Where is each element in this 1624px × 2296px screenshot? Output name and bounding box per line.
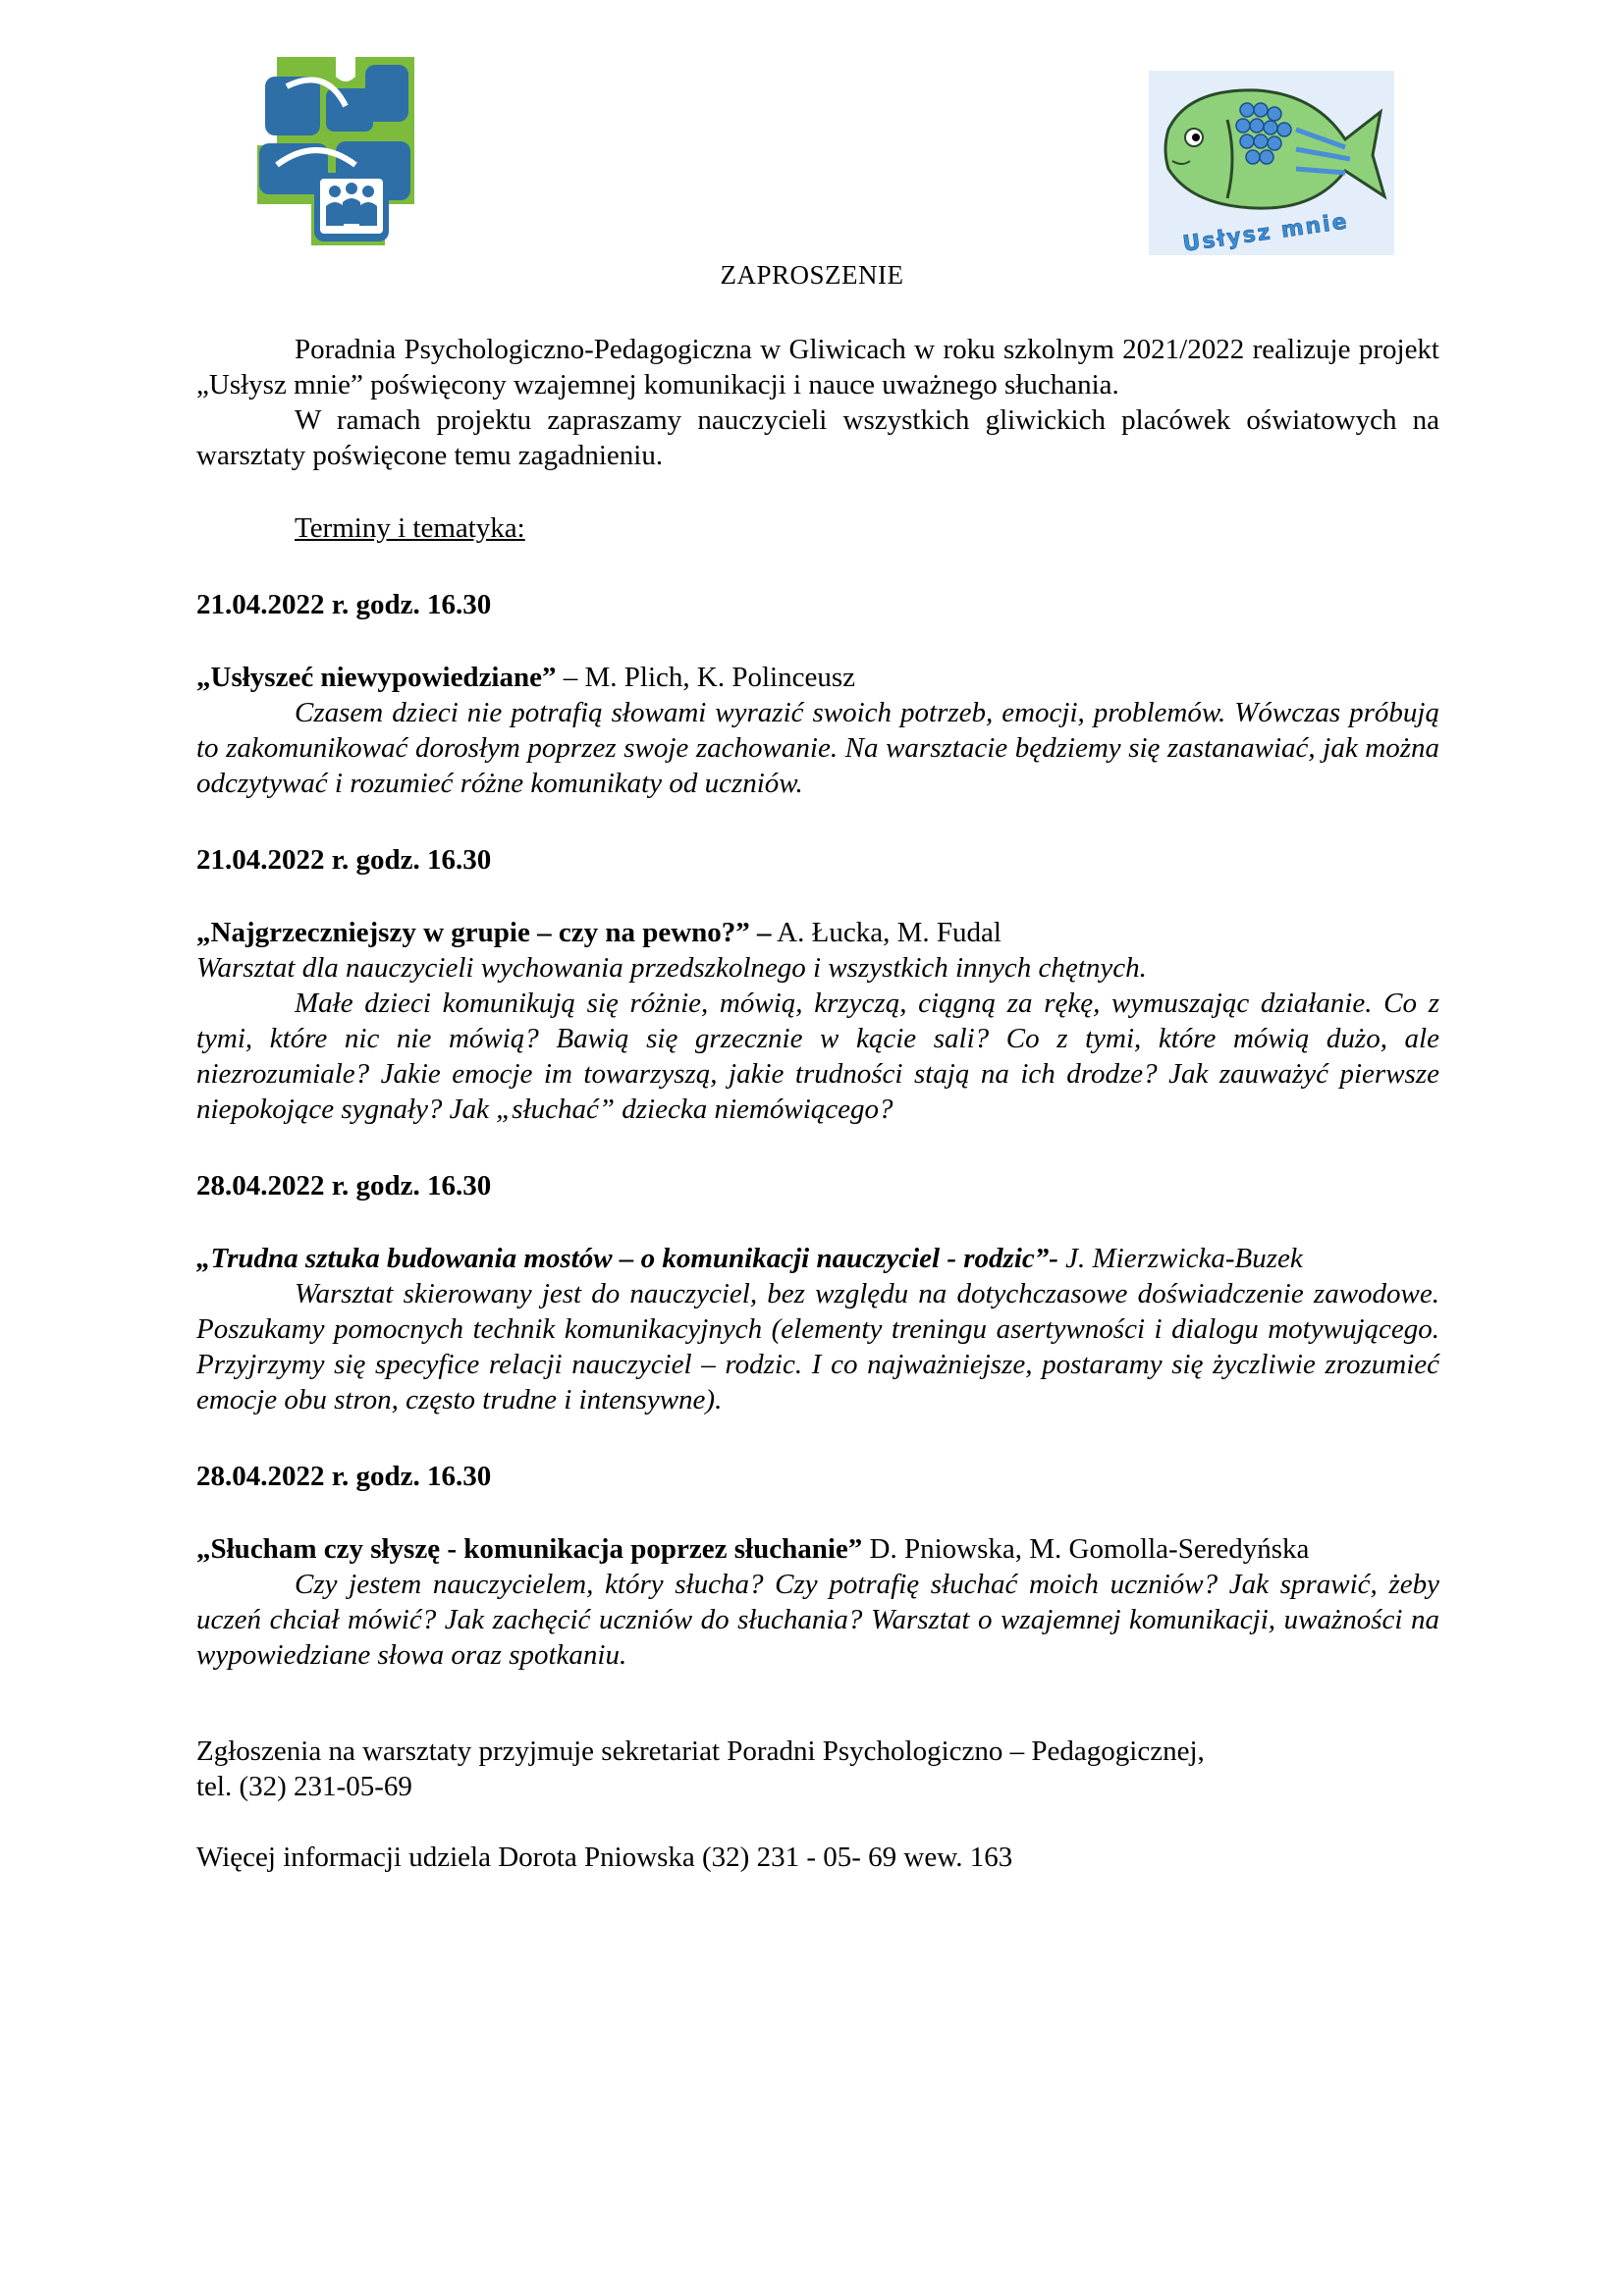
workshop-title: „Najgrzeczniejszy w grupie – czy na pewno?” – [196,917,772,948]
workshop-authors: A. Łucka, M. Fudal [771,917,1001,948]
workshop-authors: – M. Plich, K. Polinceusz [556,662,855,693]
workshop-title: „Usłyszeć niewypowiedziane” [196,662,557,693]
workshop-note: Warsztat dla nauczycieli wychowania przedszkolnego i wszystkich innych chętnych. [196,952,1147,984]
workshop-date: 21.04.2022 r. godz. 16.30 [196,844,492,876]
workshop-description: Czasem dzieci nie potrafią słowami wyrazić swoich potrzeb, emocji, problemów. Wówczas próbują to zakomunikować dorosłym poprzez swoje zachowanie. Na warsztacie będziemy się zastanawiać, jak można odczytywać i rozumieć różne komunikaty od uczniów. [196,697,1439,799]
intro-paragraph-2: W ramach projektu zapraszamy nauczycieli wszystkich gliwickich placówek oświatowych na warsztaty poświęcone temu zagadnieniu. [196,404,1439,471]
document-body [196,332,1439,1875]
workshop-title: „Słucham czy słyszę - komunikacja poprzez słuchanie” [196,1533,863,1565]
registration-info: Zgłoszenia na warsztaty przyjmuje sekretariat Poradni Psychologiczno – Pedagogicznej, [196,1735,1205,1767]
fish-logo-text: Usłysz mnie [1181,209,1351,255]
workshop-heading [196,1241,1439,1276]
workshop-date: 28.04.2022 r. godz. 16.30 [196,1461,492,1492]
counseling-center-logo-icon [257,57,414,245]
registration-phone: tel. (32) 231-05-69 [196,1771,412,1802]
workshop-description: Czy jestem nauczycielem, który słucha? Czy potrafię słuchać moich uczniów? Jak sprawić, żeby uczeń chciał mówić? Jak zachęcić uczniów do słuchania? Warsztat o wzajemnej komunikacji, uważności na wypowiedziane słowa oraz spotkaniu. [196,1569,1439,1671]
contact-info: Więcej informacji udziela Dorota Pniowska (32) 231 - 05- 69 wew. 163 [196,1842,1013,1873]
workshop-heading [196,1531,1439,1567]
workshop-description: Warsztat skierowany jest do nauczyciel, bez względu na dotychczasowe doświadczenie zawodowe. Poszukamy pomocnych technik komunikacyjnych (elementy treningu asertywności i dialogu motywującego. Przyjrzymy się specyfice relacji nauczyciel – rodzic. I co najważniejsze, postaramy się życzliwie zrozumieć emocje obu stron, często trudne i intensywne). [196,1278,1439,1415]
workshop-date: 21.04.2022 r. godz. 16.30 [196,589,492,620]
intro-paragraph: Poradnia Psychologiczno-Pedagogiczna w Gliwicach w roku szkolnym 2021/2022 realizuje projekt „Usłysz mnie” poświęcony wzajemnej komunikacji i nauce uważnego słuchania. [196,334,1439,400]
fish-logo-icon [1149,71,1394,255]
workshop-authors: J. Mierzwicka-Buzek [1057,1243,1303,1274]
page-title: ZAPROSZENIE [720,260,904,290]
workshop-authors: D. Pniowska, M. Gomolla-Seredyńska [862,1533,1310,1565]
terms-heading: Terminy i tematyka: [295,512,525,544]
workshop-heading [196,660,1439,695]
workshop-title: „Trudna sztuka budowania mostów – o komunikacji nauczyciel - rodzic”- [196,1243,1058,1274]
workshop-heading [196,915,1439,950]
workshop-description: Małe dzieci komunikują się różnie, mówią, krzyczą, ciągną za rękę, wymuszając działanie. Co z tymi, które nic nie mówią? Bawią się grzecznie w kącie sali? Co z tymi, które mówią dużo, ale niezrozumiale? Jakie emocje im towarzyszą, jakie trudności stają na ich drodze? Jak zauważyć pierwsze niepokojące sygnały? Jak „słuchać” dziecka niemówiącego? [196,988,1439,1125]
workshop-date: 28.04.2022 r. godz. 16.30 [196,1170,492,1201]
